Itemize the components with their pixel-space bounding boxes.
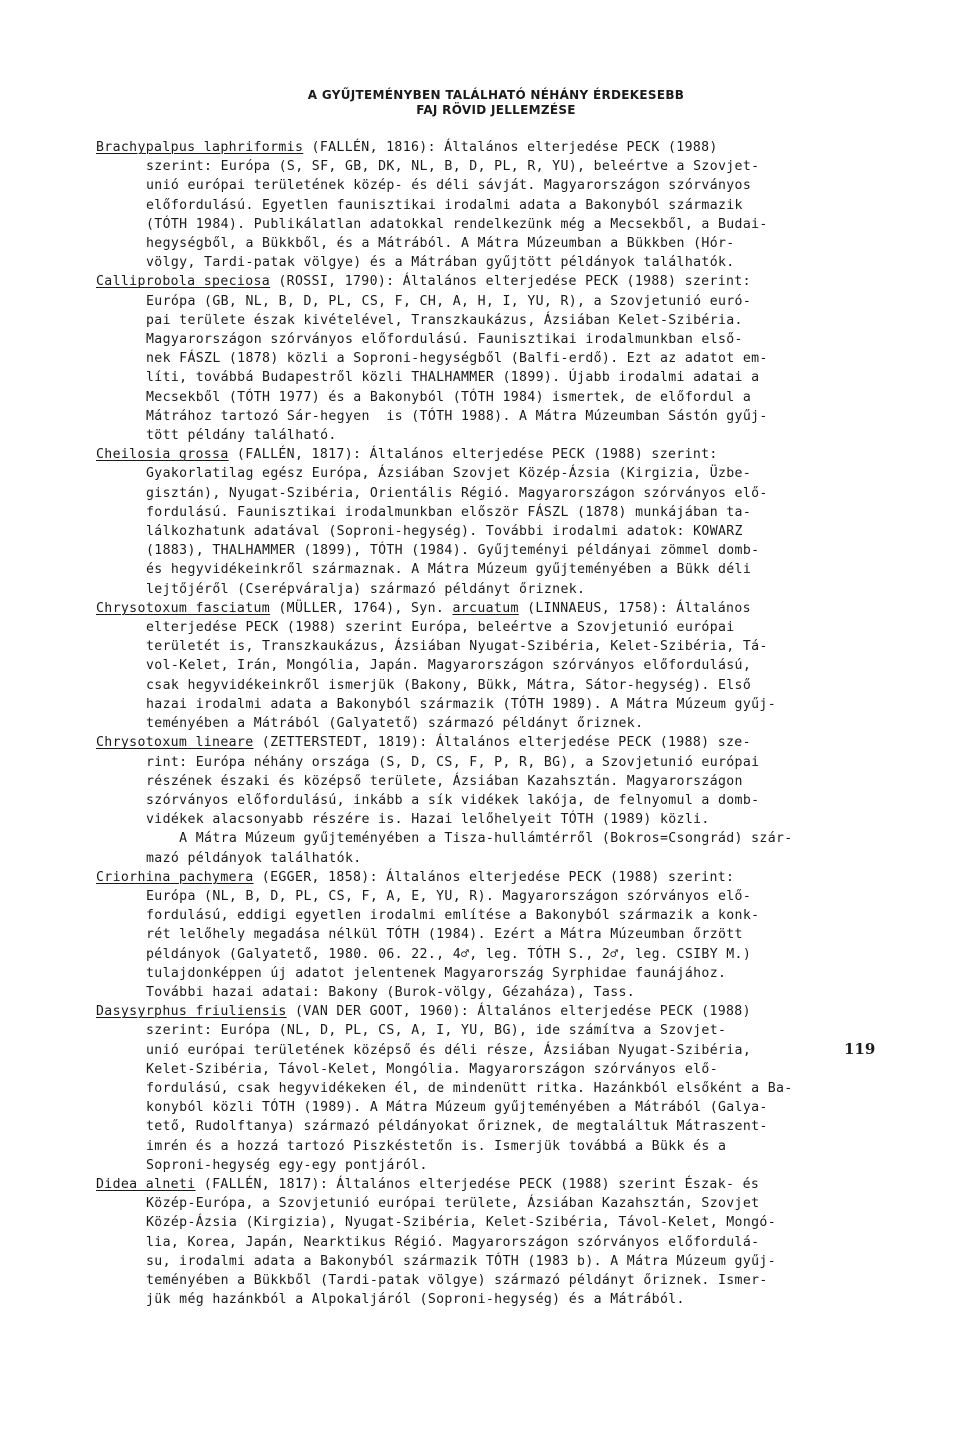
entry-line: lálkozhatunk adatával (Soproni-hegység). További irodalmi adatok: KOWARZ: [146, 524, 743, 540]
entry-line: (1883), THALHAMMER (1899), TÓTH (1984). Gyűjteményi példányai zömmel domb-: [146, 543, 760, 559]
entry-line: További hazai adatai: Bakony (Burok-völgy, Gézaháza), Tass.: [146, 984, 636, 1000]
species-entry: [96, 272, 896, 445]
entry-first-line: Calliprobola speciosa (ROSSI, 1790): Általános elterjedése PECK (1988) szerint:: [96, 274, 751, 290]
species-name: Brachypalpus laphriformis: [96, 140, 304, 155]
species-entry: [96, 599, 896, 733]
entry-line: pai területe észak kivételével, Transzkaukázus, Ázsiában Kelet-Szibéria.: [146, 312, 743, 328]
entry-line: konyból közli TÓTH (1989). A Mátra Múzeum gyűjteményében a Mátrából (Galya-: [146, 1100, 768, 1116]
entry-line: vol-Kelet, Irán, Mongólia, Japán. Magyarországon szórványos előfordulású,: [146, 658, 752, 674]
species-name: Dasysyrphus friuliensis: [96, 1004, 287, 1020]
species-entry: [96, 1175, 896, 1309]
entry-line: Mátrához tartozó Sár-hegyen is (TÓTH 1988). A Mátra Múzeumban Sástón gyűj-: [146, 408, 768, 424]
entry-line: példányok (Galyatető, 1980. 06. 22., 4♂, leg. TÓTH S., 2♂, leg. CSIBY M.): [146, 946, 752, 962]
entry-line: és hegyvidékeinkről származnak. A Mátra Múzeum gyűjteményében a Bükk déli: [146, 562, 752, 578]
entry-line: gisztán), Nyugat-Szibéria, Orientális Régió. Magyarországon szórványos elő-: [146, 485, 768, 501]
entry-line: lejtőjéről (Cserépváralja) származó példányt őriznek.: [146, 581, 586, 597]
entry-line: Közép-Európa, a Szovjetunió európai területe, Ázsiában Kazahsztán, Szovjet: [146, 1196, 760, 1212]
species-name: Cheilosia grossa: [96, 447, 229, 463]
entry-line: fordulású, eddigi egyetlen irodalmi említése a Bakonyból származik a konk-: [146, 908, 760, 924]
entry-line: (TÓTH 1984). Publikálatlan adatokkal rendelkezünk még a Mecsekből, a Budai-: [146, 216, 768, 232]
page-number: 119: [844, 1040, 876, 1058]
entry-line: Gyakorlatilag egész Európa, Ázsiában Szovjet Közép-Ázsia (Kirgizia, Üzbe-: [146, 466, 752, 482]
entry-line: Európa (NL, B, D, PL, CS, F, A, E, YU, R). Magyarországon szórványos elő-: [146, 888, 752, 904]
entry-line: rint: Európa néhány országa (S, D, CS, F, P, R, BG), a Szovjetunió európai: [146, 754, 760, 770]
entry-line: tulajdonképpen új adatot jelentenek Magyarország Syrphidae faunájához.: [146, 965, 727, 981]
entry-first-line: Dasysyrphus friuliensis (VAN DER GOOT, 1960): Általános elterjedése PECK (1988): [96, 1004, 751, 1020]
entry-line: teményében a Mátrából (Galyatető) származó példányt őriznek.: [146, 716, 644, 732]
species-name: Chrysotoxum lineare: [96, 735, 254, 751]
species-name: Calliprobola speciosa: [96, 274, 271, 290]
section-title: [96, 88, 896, 118]
entry-line: csak hegyvidékeinkről ismerjük (Bakony, Bükk, Mátra, Sátor-hegység). Első: [146, 677, 752, 693]
species-entries: [96, 138, 896, 1309]
entry-first-line: Didea alneti (FALLÉN, 1817): Általános elterjedése PECK (1988) szerint Észak- és: [96, 1176, 760, 1192]
entry-line: szerint: Európa (NL, D, PL, CS, A, I, YU, BG), ide számítva a Szovjet-: [146, 1023, 727, 1039]
entry-line: teményében a Bükkből (Tardi-patak völgye) származó példányt őriznek. Ismer-: [146, 1272, 768, 1288]
document-page: [96, 88, 896, 1309]
entry-line: szórványos előfordulású, inkább a sík vidékek lakója, de felnyomul a domb-: [146, 792, 760, 808]
entry-line: lia, Korea, Japán, Nearktikus Régió. Magyarországon szórványos előfordulá-: [146, 1234, 760, 1250]
entry-line: tető, Rudolftanya) származó példányokat őriznek, de megtaláltuk Mátraszent-: [146, 1119, 768, 1135]
species-name: Chrysotoxum fasciatum: [96, 600, 271, 616]
entry-line: Kelet-Szibéria, Távol-Kelet, Mongólia. Magyarországon szórványos elő-: [146, 1061, 718, 1077]
species-name: Didea alneti: [96, 1176, 196, 1192]
entry-first-line: Criorhina pachymera (EGGER, 1858): Általános elterjedése PECK (1988) szerint:: [96, 869, 735, 885]
species-name: Criorhina pachymera: [96, 869, 254, 885]
entry-first-line: Cheilosia grossa (FALLÉN, 1817): Általános elterjedése PECK (1988) szerint:: [96, 447, 718, 463]
species-entry: [96, 138, 896, 272]
entry-line: vidékek alacsonyabb részére is. Hazai lelőhelyeit TÓTH (1989) közli.: [146, 812, 710, 828]
entry-line: Mecsekből (TÓTH 1977) és a Bakonyból (TÓTH 1984) ismertek, de előfordul a: [146, 389, 752, 405]
entry-line: Soproni-hegység egy-egy pontjáról.: [146, 1157, 428, 1173]
section-title-line-1: A GYŰJTEMÉNYBEN TALÁLHATÓ NÉHÁNY ÉRDEKESEBB: [307, 88, 685, 102]
species-entry: [96, 1002, 896, 1175]
entry-line: unió európai területének középső és déli része, Ázsiában Nyugat-Szibéria,: [146, 1042, 752, 1058]
entry-line: mazó példányok találhatók.: [146, 850, 362, 866]
entry-line: részének északi és középső területe, Ázsiában Kazahsztán. Magyarországon: [146, 773, 743, 789]
entry-line: imrén és a hozzá tartozó Piszkéstetőn is. Ismerjük továbbá a Bükk és a: [146, 1138, 727, 1154]
entry-first-line: Chrysotoxum fasciatum (MÜLLER, 1764), Syn. arcuatum (LINNAEUS, 1758): Általános: [96, 600, 751, 616]
entry-line: jük még hazánkból a Alpokaljáról (Soproni-hegység) és a Mátrából.: [146, 1292, 685, 1308]
entry-line: szerint: Európa (S, SF, GB, DK, NL, B, D, PL, R, YU), beleértve a Szovjet-: [146, 159, 760, 175]
entry-line: nek FÁSZL (1878) közli a Soproni-hegységből (Balfi-erdő). Ezt az adatot em-: [146, 351, 768, 367]
entry-line: hazai irodalmi adata a Bakonyból származik (TÓTH 1989). A Mátra Múzeum gyűj-: [146, 696, 777, 712]
entry-line: Európa (GB, NL, B, D, PL, CS, F, CH, A, H, I, YU, R), a Szovjetunió euró-: [146, 293, 752, 309]
entry-line: fordulású. Faunisztikai irodalmunkban először FÁSZL (1878) munkájában ta-: [146, 504, 752, 520]
entry-line: területét is, Transzkaukázus, Ázsiában Nyugat-Szibéria, Kelet-Szibéria, Tá-: [146, 639, 768, 655]
species-entry: [96, 733, 896, 867]
entry-line: rét lelőhely megadása nélkül TÓTH (1984). Ezért a Mátra Múzeumban őrzött: [146, 927, 743, 943]
entry-line: fordulású, csak hegyvidékeken él, de mindenütt ritka. Hazánkból elsőként a Ba-: [146, 1080, 793, 1096]
entry-line: líti, továbbá Budapestről közli THALHAMMER (1899). Újabb irodalmi adatai a: [146, 370, 760, 386]
entry-first-line: Brachypalpus laphriformis (FALLÉN, 1816): Általános elterjedése PECK (1988): [96, 140, 718, 155]
entry-line: Közép-Ázsia (Kirgizia), Nyugat-Szibéria, Kelet-Szibéria, Távol-Kelet, Mongó-: [146, 1215, 777, 1231]
species-entry: [96, 868, 896, 1002]
entry-line: unió európai területének közép- és déli sávját. Magyarországon szórványos: [146, 178, 752, 194]
entry-line: tött példány található.: [146, 428, 337, 444]
entry-line: völgy, Tardi-patak völgye) és a Mátrában gyűjtött példányok találhatók.: [146, 255, 735, 271]
entry-line: elterjedése PECK (1988) szerint Európa, beleértve a Szovjetunió európai: [146, 620, 735, 636]
species-entry: [96, 445, 896, 599]
entry-line: Magyarországon szórványos előfordulású. Faunisztikai irodalmunkban első-: [146, 332, 743, 348]
entry-line: előfordulású. Egyetlen faunisztikai irodalmi adata a Bakonyból származik: [146, 197, 743, 213]
entry-first-line: Chrysotoxum lineare (ZETTERSTEDT, 1819): Általános elterjedése PECK (1988) sze-: [96, 735, 751, 751]
entry-line: hegységből, a Bükkből, és a Mátrából. A Mátra Múzeumban a Bükkben (Hór-: [146, 236, 735, 252]
synonym-name: arcuatum: [452, 600, 519, 616]
section-title-line-2: FAJ RÖVID JELLEMZÉSE: [416, 103, 576, 117]
entry-line: A Mátra Múzeum gyűjteményében a Tisza-hullámtérről (Bokros=Csongrád) szár-: [146, 831, 793, 847]
entry-line: su, irodalmi adata a Bakonyból származik TÓTH (1983 b). A Mátra Múzeum gyűj-: [146, 1253, 777, 1269]
